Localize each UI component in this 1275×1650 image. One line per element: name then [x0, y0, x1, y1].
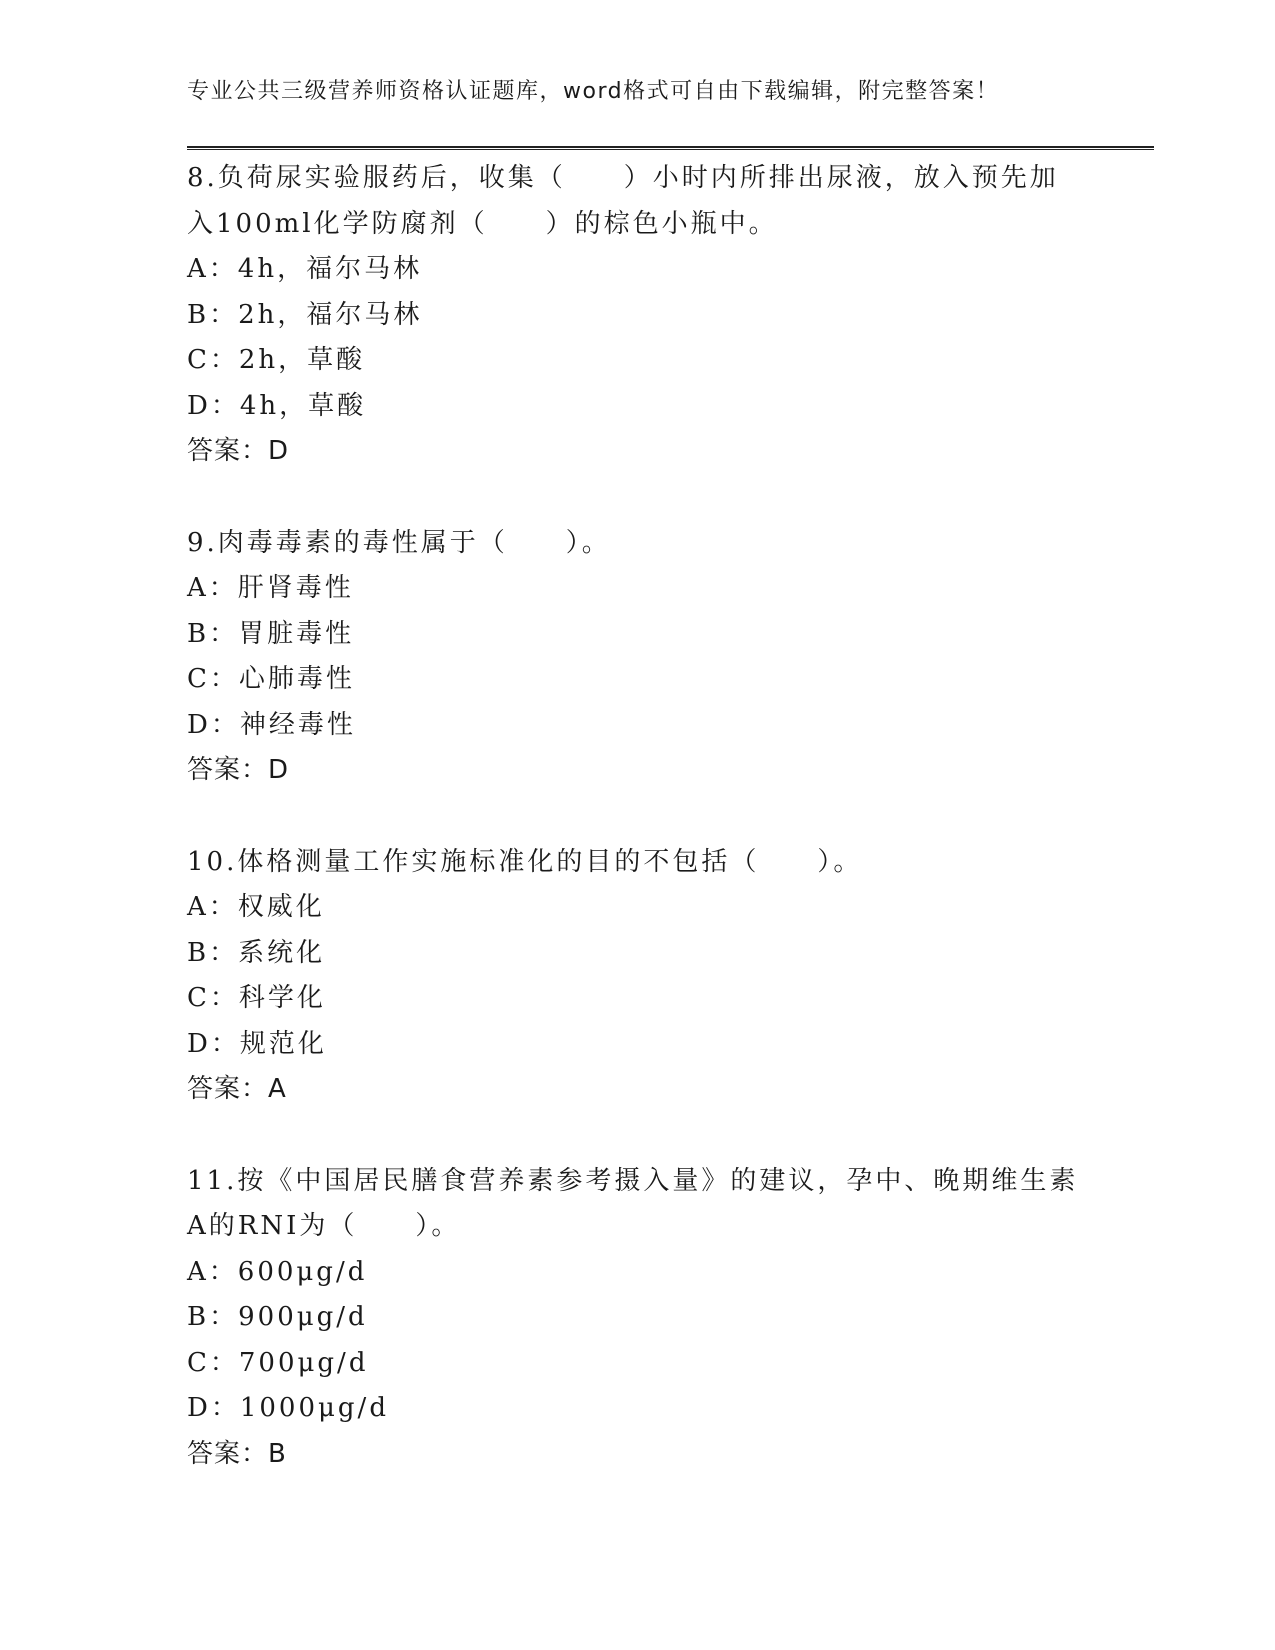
question-list	[187, 156, 1087, 1477]
option-b: B：系统化	[187, 937, 326, 968]
answer-line: 答案：D	[187, 436, 290, 466]
header-divider	[187, 146, 1154, 150]
question-stem-line: A的RNI为（ ）。	[187, 1211, 461, 1241]
question-9	[187, 521, 1087, 794]
option-a: A：4h，福尔马林	[187, 254, 423, 284]
answer-line: 答案：A	[187, 1074, 287, 1104]
option-c: C：2h，草酸	[187, 345, 366, 375]
question-8	[187, 156, 1087, 475]
answer-line: 答案：D	[187, 755, 290, 785]
answer-line: 答案：B	[187, 1438, 287, 1469]
option-d: D：4h，草酸	[187, 390, 367, 421]
question-stem-line: 8.负荷尿实验服药后，收集（ ）小时内所排出尿液，放入预先加	[187, 163, 1059, 193]
question-10	[187, 840, 1087, 1113]
option-a: A：肝肾毒性	[187, 573, 354, 603]
option-d: D：规范化	[187, 1028, 327, 1059]
option-a: A：600μg/d	[187, 1256, 368, 1287]
option-a: A：权威化	[187, 892, 325, 922]
option-b: B：900μg/d	[187, 1302, 368, 1332]
option-d: D：神经毒性	[187, 709, 356, 740]
option-d: D：1000μg/d	[187, 1393, 389, 1423]
page-header-title: 专业公共三级营养师资格认证题库，word格式可自由下载编辑，附完整答案！	[187, 79, 1000, 104]
option-c: C：心肺毒性	[187, 664, 355, 694]
question-stem-line: 10.体格测量工作实施标准化的目的不包括（ ）。	[187, 846, 863, 877]
question-stem-line: 11.按《中国居民膳食营养素参考摄入量》的建议，孕中、晚期维生素	[187, 1165, 1079, 1196]
option-b: B：胃脏毒性	[187, 618, 355, 649]
option-c: C：700μg/d	[187, 1347, 369, 1378]
option-b: B：2h，福尔马林	[187, 299, 423, 330]
question-stem-line: 入100ml化学防腐剂（ ）的棕色小瓶中。	[187, 208, 778, 239]
question-11	[187, 1159, 1087, 1478]
question-stem-line: 9.肉毒毒素的毒性属于（ ）。	[187, 527, 611, 558]
option-c: C：科学化	[187, 983, 326, 1013]
